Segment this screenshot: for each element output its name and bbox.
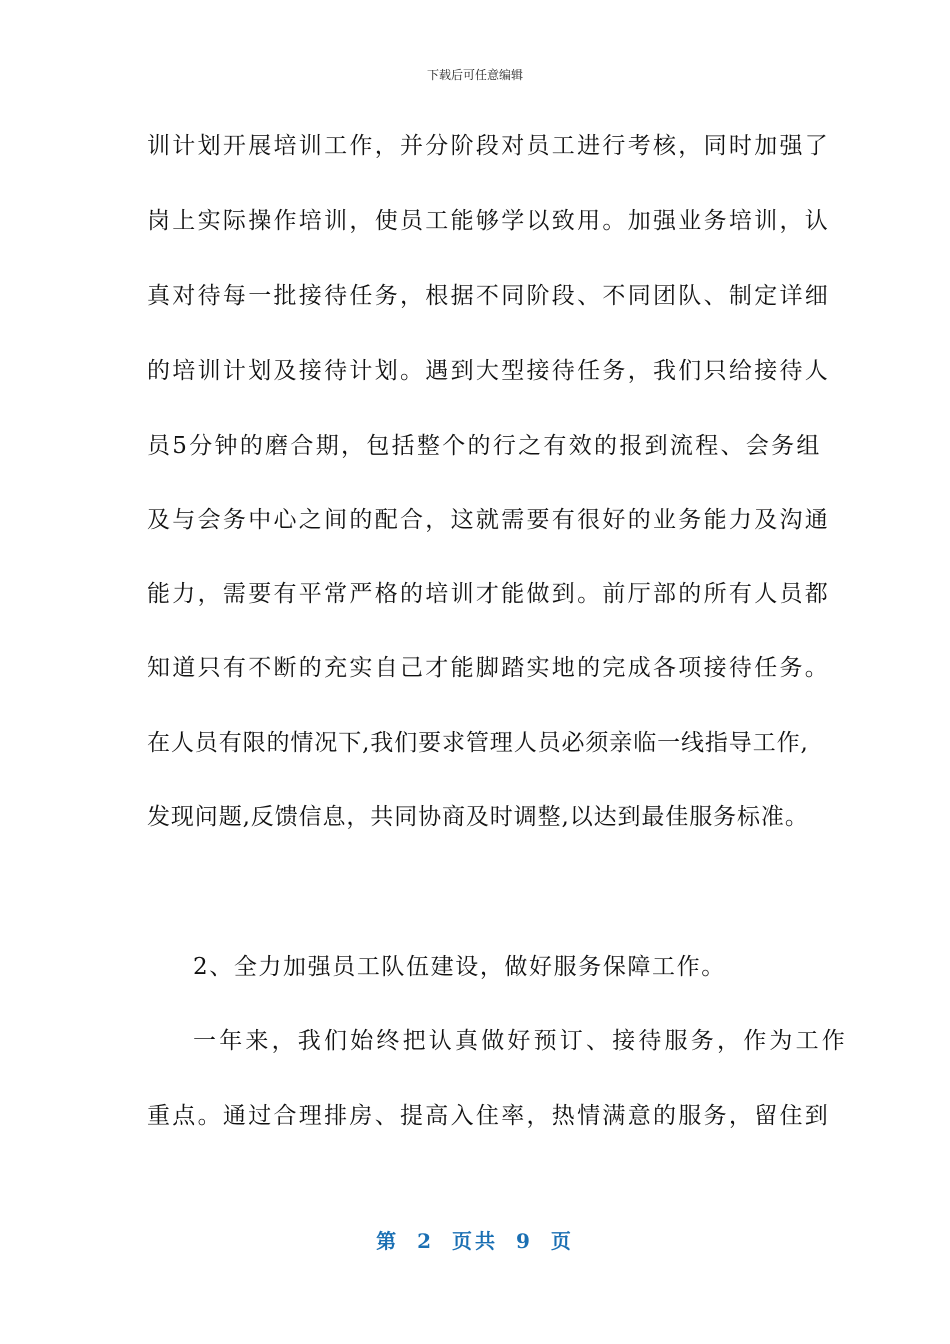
footer-prefix: 第 [376,1229,400,1253]
page-header: 下载后可任意编辑 [426,68,523,82]
body-line-10: 发现问题,反馈信息，共同协商及时调整,以达到最佳服务标准。 [147,804,809,830]
section-heading: 2、全力加强员工队伍建设，做好服务保障工作。 [193,954,726,980]
body-line-8: 知道只有不断的充实自己才能脚踏实地的完成各项接待任务。 [147,655,831,681]
body-line-9: 在人员有限的情况下,我们要求管理人员必须亲临一线指导工作, [147,730,809,756]
body-line-3: 真对待每一批接待任务，根据不同阶段、不同团队、制定详细 [147,283,831,309]
footer-suffix: 页 [550,1229,574,1253]
paragraph-2-line-2: 重点。通过合理排房、提高入住率，热情满意的服务，留住到 [147,1103,831,1129]
page-footer [0,1225,950,1254]
paragraph-2-line-1: 一年来，我们始终把认真做好预订、接待服务，作为工作 [193,1028,848,1054]
body-line-6: 及与会务中心之间的配合，这就需要有很好的业务能力及沟通 [147,507,831,533]
footer-current-page: 2 [417,1229,434,1253]
footer-total-pages: 9 [516,1229,533,1253]
body-line-4: 的培训计划及接待计划。遇到大型接待任务，我们只给接待人 [147,358,831,384]
body-line-1: 训计划开展培训工作，并分阶段对员工进行考核，同时加强了 [147,133,831,159]
body-line-7: 能力，需要有平常严格的培训才能做到。前厅部的所有人员都 [147,581,831,607]
body-line-2: 岗上实际操作培训，使员工能够学以致用。加强业务培训，认 [147,208,831,234]
footer-middle: 页共 [452,1229,498,1253]
body-line-5: 员5分钟的磨合期，包括整个的行之有效的报到流程、会务组 [147,433,822,459]
